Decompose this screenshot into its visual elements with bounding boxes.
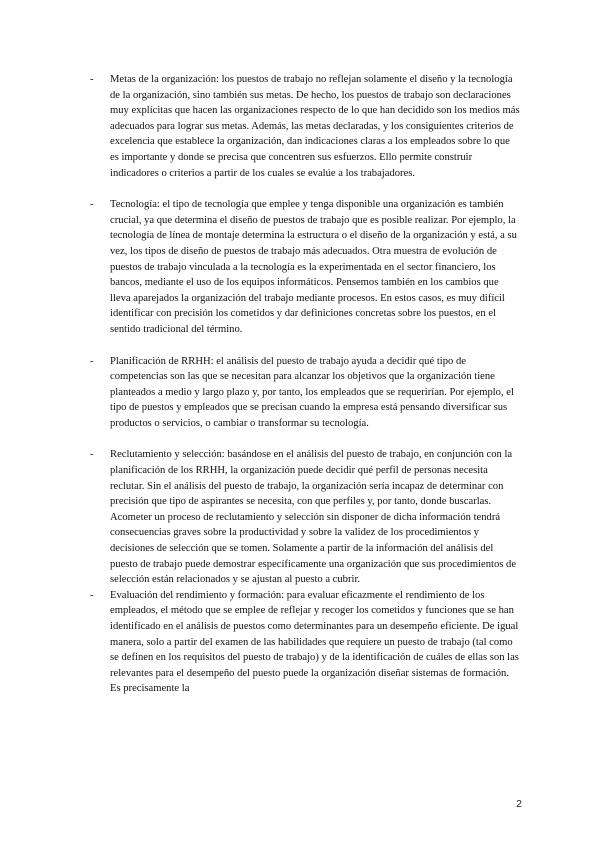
bullet-dash: - — [90, 449, 94, 461]
paragraph-text: Reclutamiento y selección: basándose en el análisis del puesto de trabajo, en conjunción con la planificación de los RRHH, la organización puede decidir qué perfil de personas necesita reclutar. Sin el análisis del puesto de trabajo, la organización sería incapaz de determinar con precisión que tipo de aspirantes se necesita, con que perfiles y, por tanto, donde buscarlas. Acometer un proceso de reclutamiento y selección sin disponer de dicha información tendrá consecuencias graves sobre la productividad y sobre la validez de los procedimientos y decisiones de selección que se tomen. Solamente a partir de la información del análisis del puesto de trabajo puede demostrar específicamente una organización que sus procedimientos de selección están relacionados y se ajustan al puesto a cubrir. — [110, 449, 517, 586]
paragraph-text: Evaluación del rendimiento y formación: para evaluar eficazmente el rendimiento de los empleados, el método que se emplee de reflejar y recoger los cometidos y funciones que se han identificado en el análisis de puestos como determinantes para un desempeño eficiente. De igual manera, solo a partir del examen de las habilidades que requiere un puesto de trabajo (tal como se definen en los requisitos del puesto de trabajo) y de la identificación de cuáles de ellas son las relevantes para el desempeño del puesto puede la organización diseñar sistemas de formación. Es precisamente la — [110, 589, 519, 695]
list-item-planificacion — [90, 354, 520, 432]
paragraph-text: Planificación de RRHH: el análisis del puesto de trabajo ayuda a decidir qué tipo de competencias son las que se necesitan para alcanzar los objetivos que la organización tiene planteados a medio y largo plazo y, por tanto, los empleados que se requerirían. Por ejemplo, el tipo de puestos y empleados que se precisan cuando la empresa está pensando diversificar sus productos o servicios, o cambiar o transformar su tecnología. — [110, 355, 514, 429]
paragraph-text: Tecnología: el tipo de tecnología que emplee y tenga disponible una organización es también crucial, ya que determina el diseño de puestos de trabajo que es posible realizar. Por ejemplo, la tecnología de línea de montaje determina la estructura o el diseño de la organización y está, a su vez, los tipos de diseño de puestos de trabajo más adecuados. Otra muestra de evolución de puestos de trabajo vinculada a la tecnología es la experimentada en el sector financiero, los bancos, mediante el uso de los equipos informáticos. Pensemos también en los cambios que lleva aparejados la organización del trabajo mediante procesos. En estos casos, es muy difícil identificar con precisión los cometidos y dar definiciones concretas sobre los puestos, en el sentido tradicional del término. — [110, 199, 517, 335]
page-number: 2 — [516, 798, 522, 810]
paragraph-text: Metas de la organización: los puestos de trabajo no reflejan solamente el diseño y la tecnología de la organización, sino también sus metas. De hecho, los puestos de trabajo son declaraciones muy explícitas que hacen las organizaciones respecto de lo que han decidido son los medios más adecuados para lograr sus metas. Además, las metas declaradas, y los consiguientes criterios de excelencia que establece la organización, dan indicaciones claras a los empleados sobre lo que es importante y donde se precisa que concentren sus esfuerzos. Ello permite construir indicadores o criterios a partir de los cuales se evalúe a los trabajadores. — [110, 74, 520, 179]
bullet-dash: - — [90, 74, 94, 85]
list-item-reclutamiento — [90, 447, 520, 587]
bullet-dash: - — [90, 589, 94, 601]
bullet-list — [90, 72, 520, 697]
list-item-metas — [90, 72, 520, 181]
list-item-evaluacion — [90, 588, 520, 697]
bullet-dash: - — [90, 355, 94, 367]
list-item-tecnologia — [90, 197, 520, 337]
bullet-dash: - — [90, 199, 94, 211]
